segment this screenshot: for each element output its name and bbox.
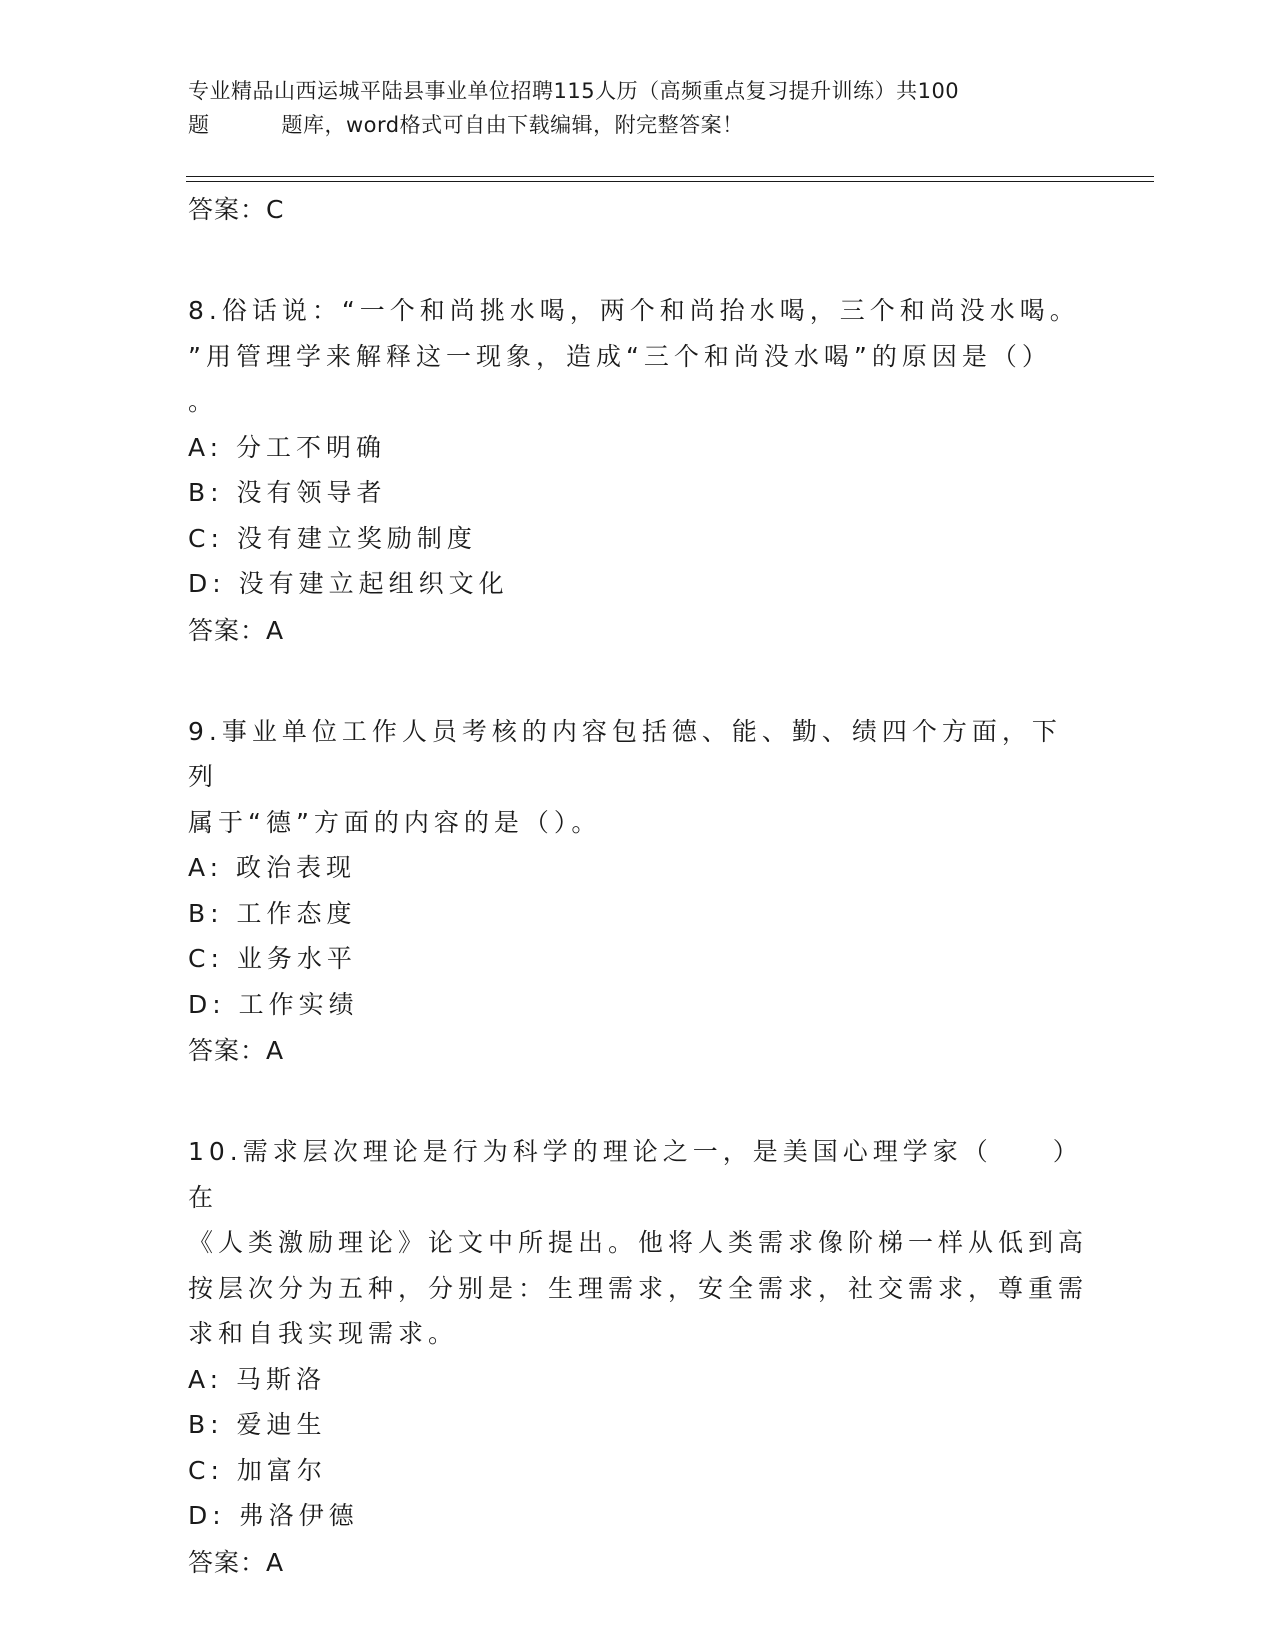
- question-10-line-1: 10.需求层次理论是行为科学的理论之一，是美国心理学家（ ）在: [188, 1137, 1083, 1212]
- question-8-line-2: ”用管理学来解释这一现象，造成“三个和尚没水喝”的原因是（）: [188, 341, 1052, 371]
- header-title-rest: 题库，word格式可自由下载编辑，附完整答案！: [281, 113, 744, 137]
- document-body: [188, 186, 1088, 1585]
- question-8-option-a: A: 分工不明确: [188, 432, 387, 462]
- question-9-option-c: C: 业务水平: [188, 944, 357, 973]
- question-10-option-a: A: 马斯洛: [188, 1364, 327, 1394]
- question-10-option-d: D: 弗洛伊德: [188, 1501, 359, 1530]
- question-9-option-d: D: 工作实绩: [188, 989, 359, 1019]
- question-10-line-3: 按层次分为五种，分别是：生理需求，安全需求，社交需求，尊重需: [188, 1273, 1089, 1303]
- question-10-line-2: 《人类激励理论》论文中所提出。他将人类需求像阶梯一样从低到高: [188, 1228, 1089, 1257]
- question-block-8: [188, 232, 1088, 653]
- question-10-answer: 答案：A: [188, 1547, 285, 1577]
- question-8-line-1: 8.俗话说：“一个和尚挑水喝，两个和尚抬水喝，三个和尚没水喝。: [188, 296, 1080, 325]
- header-title-line2: [188, 108, 1088, 142]
- header-divider-bottom: [186, 181, 1154, 182]
- question-8-option-d: D: 没有建立起组织文化: [188, 569, 509, 598]
- question-9-option-a: A: 政治表现: [188, 853, 357, 882]
- question-9-line-1: 9.事业单位工作人员考核的内容包括德、能、勤、绩四个方面，下列: [188, 716, 1062, 791]
- question-9-option-b: B: 工作态度: [188, 898, 357, 928]
- question-10-option-c: C: 加富尔: [188, 1455, 327, 1485]
- question-9-line-2: 属于“德”方面的内容的是（）。: [188, 807, 602, 837]
- question-10-option-b: B: 爱迪生: [188, 1410, 327, 1439]
- question-10-line-4: 求和自我实现需求。: [188, 1319, 459, 1348]
- question-9-answer: 答案：A: [188, 1036, 285, 1065]
- question-8-line-3: 。: [188, 387, 219, 416]
- header-title-prefix: 题: [188, 113, 210, 137]
- question-8-answer: 答案：A: [188, 615, 285, 645]
- header-divider-top: [186, 176, 1154, 177]
- previous-answer: 答案：C: [188, 195, 285, 224]
- page-header: [188, 74, 1088, 142]
- question-block-10: [188, 1073, 1088, 1585]
- header-title-line1: 专业精品山西运城平陆县事业单位招聘115人历（高频重点复习提升训练）共100: [188, 79, 960, 103]
- question-8-option-b: B: 没有领导者: [188, 478, 387, 507]
- question-block-9: [188, 653, 1088, 1074]
- question-8-option-c: C: 没有建立奖励制度: [188, 523, 477, 553]
